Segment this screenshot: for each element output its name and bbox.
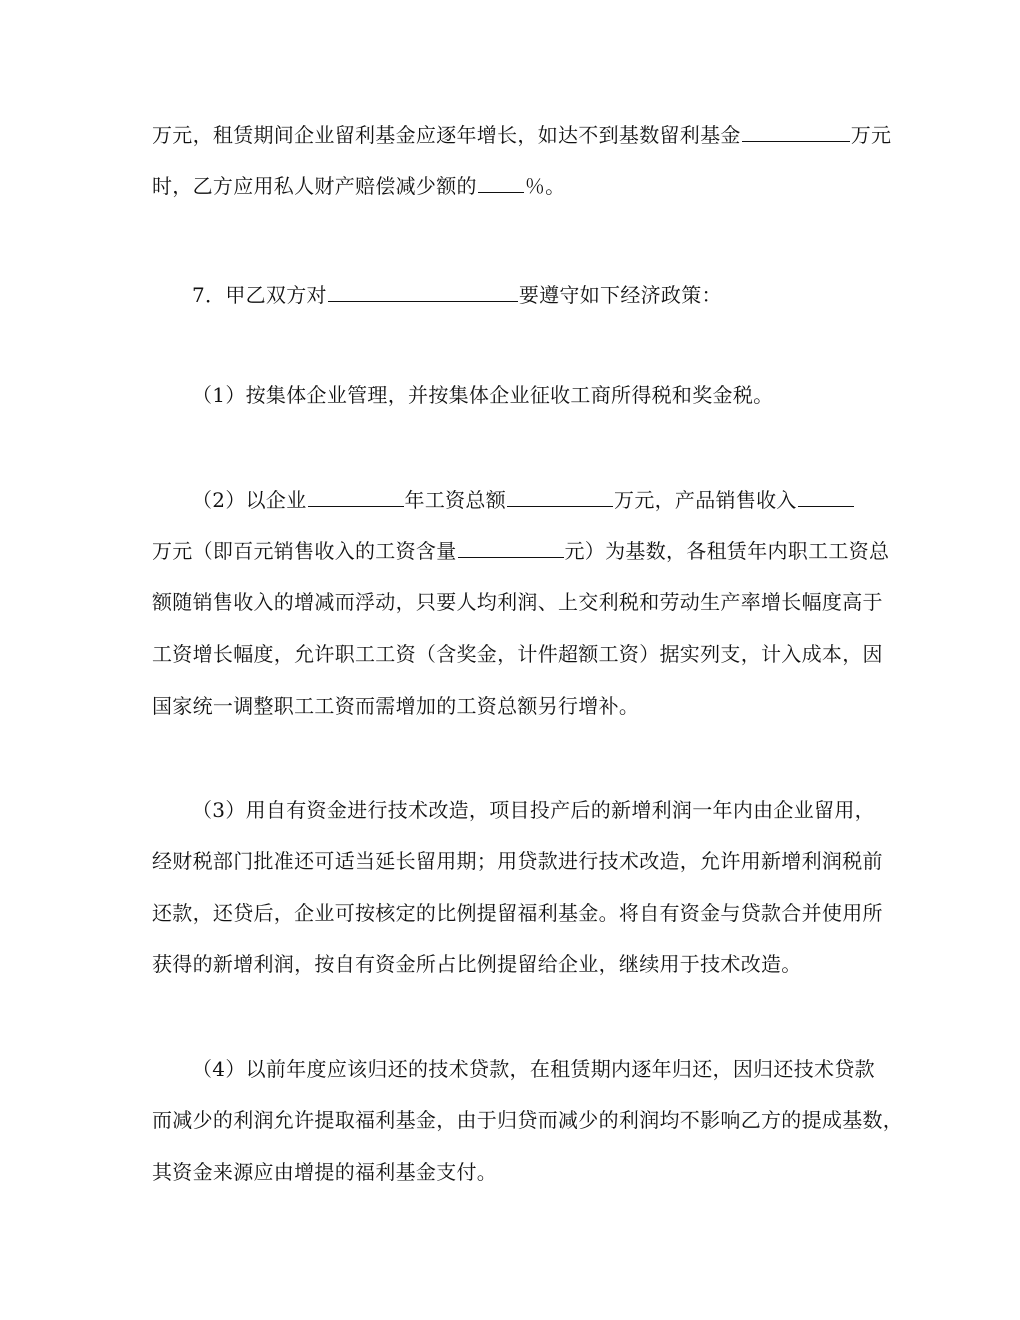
text-segment: 还款，还贷后，企业可按核定的比例提留福利基金。将自有资金与贷款合并使用所 (152, 901, 883, 925)
fill-in-blank (507, 488, 613, 507)
text-line (192, 487, 855, 513)
text-segment: 万元 (850, 123, 892, 147)
text-segment: （1）按集体企业管理，并按集体企业征收工商所得税和奖金税。 (192, 383, 774, 407)
text-segment: 万元，租赁期间企业留利基金应逐年增长，如达不到基数留利基金 (152, 123, 741, 147)
text-segment: （4）以前年度应该归还的技术贷款，在租赁期内逐年归还，因归还技术贷款 (192, 1057, 875, 1081)
text-segment: 经财税部门批准还可适当延长留用期；用贷款进行技术改造，允许用新增利润税前 (152, 849, 883, 873)
text-line (192, 797, 875, 823)
text-segment: 工资增长幅度，允许职工工资（含奖金，计件超额工资）据实列支，计入成本，因 (152, 642, 883, 666)
text-line (152, 122, 891, 148)
text-segment: 额随销售收入的增减而浮动，只要人均利润、上交利税和劳动生产率增长幅度高于 (152, 590, 883, 614)
fill-in-blank (798, 488, 854, 507)
fill-in-blank (458, 539, 564, 558)
text-line (152, 848, 883, 874)
text-segment: 获得的新增利润，按自有资金所占比例提留给企业，继续用于技术改造。 (152, 952, 802, 976)
text-line (152, 951, 802, 977)
text-segment: 要遵守如下经济政策： (518, 283, 722, 307)
text-segment: 7．甲乙双方对 (192, 283, 327, 307)
fill-in-blank (308, 488, 404, 507)
text-segment: 万元（即百元销售收入的工资含量 (152, 539, 457, 563)
text-line (152, 641, 883, 667)
text-segment: 元）为基数，各租赁年内职工工资总 (564, 539, 890, 563)
fill-in-blank (328, 283, 518, 302)
text-line (152, 693, 639, 719)
text-line (152, 538, 889, 564)
text-segment: 时，乙方应用私人财产赔偿减少额的 (152, 174, 477, 198)
text-segment: ％。 (524, 174, 566, 198)
text-line (152, 1107, 903, 1133)
text-segment: （2）以企业 (192, 488, 307, 512)
text-line (152, 589, 883, 615)
fill-in-blank (478, 174, 524, 193)
text-line (152, 900, 883, 926)
text-segment: 其资金来源应由增提的福利基金支付。 (152, 1160, 498, 1184)
text-segment: 而减少的利润允许提取福利基金，由于归贷而减少的利润均不影响乙方的提成基数， (152, 1108, 904, 1132)
text-line (192, 282, 722, 308)
text-segment: 万元，产品销售收入 (614, 488, 797, 512)
fill-in-blank (742, 123, 850, 142)
text-segment: 国家统一调整职工工资而需增加的工资总额另行增补。 (152, 694, 640, 718)
text-segment: （3）用自有资金进行技术改造，项目投产后的新增利润一年内由企业留用， (192, 798, 875, 822)
text-line (152, 173, 565, 199)
text-line (192, 1056, 875, 1082)
text-segment: 年工资总额 (404, 488, 507, 512)
text-line (152, 1159, 497, 1185)
text-line (192, 382, 773, 408)
